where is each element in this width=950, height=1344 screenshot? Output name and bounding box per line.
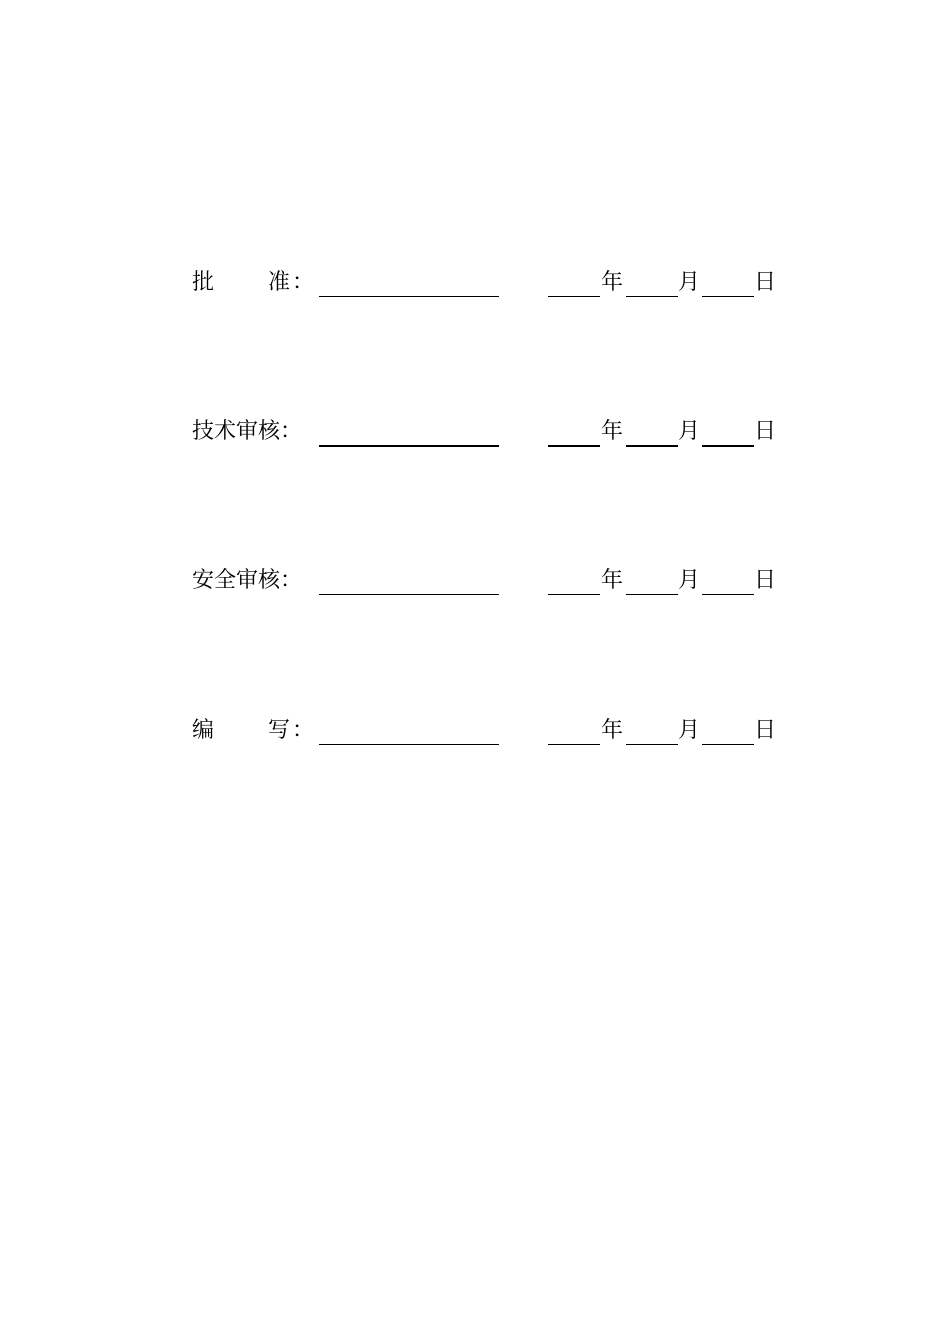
year-unit: 年 — [601, 718, 624, 743]
day-unit: 日 — [754, 419, 777, 444]
month-unit: 月 — [678, 270, 701, 295]
month-blank[interactable] — [626, 296, 678, 297]
label-colon: ： — [280, 419, 303, 444]
label-colon: ： — [292, 270, 315, 295]
year-blank[interactable] — [548, 744, 600, 745]
year-unit: 年 — [601, 419, 624, 444]
year-unit: 年 — [601, 270, 624, 295]
author-row — [192, 716, 792, 750]
day-blank[interactable] — [702, 594, 754, 595]
month-unit: 月 — [678, 419, 701, 444]
label-text: 技术审核 — [192, 419, 281, 444]
label-text: 安全审核 — [192, 568, 281, 593]
technical-review-row — [192, 417, 792, 451]
day-blank[interactable] — [702, 744, 754, 745]
month-blank[interactable] — [626, 445, 678, 447]
label-char: 写 — [268, 718, 291, 743]
approval-row — [192, 268, 792, 302]
label-char: 准 — [268, 270, 291, 295]
safety-review-label — [192, 566, 318, 596]
month-unit: 月 — [678, 568, 701, 593]
approval-signature-line[interactable] — [319, 296, 499, 297]
month-unit: 月 — [678, 718, 701, 743]
day-unit: 日 — [754, 718, 777, 743]
month-blank[interactable] — [626, 594, 678, 595]
year-blank[interactable] — [548, 296, 600, 297]
technical-review-signature-line[interactable] — [319, 445, 499, 447]
day-blank[interactable] — [702, 445, 754, 447]
label-char: 编 — [192, 718, 215, 743]
month-blank[interactable] — [626, 744, 678, 745]
year-blank[interactable] — [548, 594, 600, 595]
year-unit: 年 — [601, 568, 624, 593]
label-colon: ： — [280, 568, 303, 593]
day-blank[interactable] — [702, 296, 754, 297]
year-blank[interactable] — [548, 445, 600, 447]
day-unit: 日 — [754, 270, 777, 295]
author-signature-line[interactable] — [319, 744, 499, 745]
technical-review-label — [192, 417, 318, 447]
safety-review-row — [192, 566, 792, 600]
safety-review-signature-line[interactable] — [319, 594, 499, 595]
label-char: 批 — [192, 270, 215, 295]
label-colon: ： — [292, 718, 315, 743]
day-unit: 日 — [754, 568, 777, 593]
